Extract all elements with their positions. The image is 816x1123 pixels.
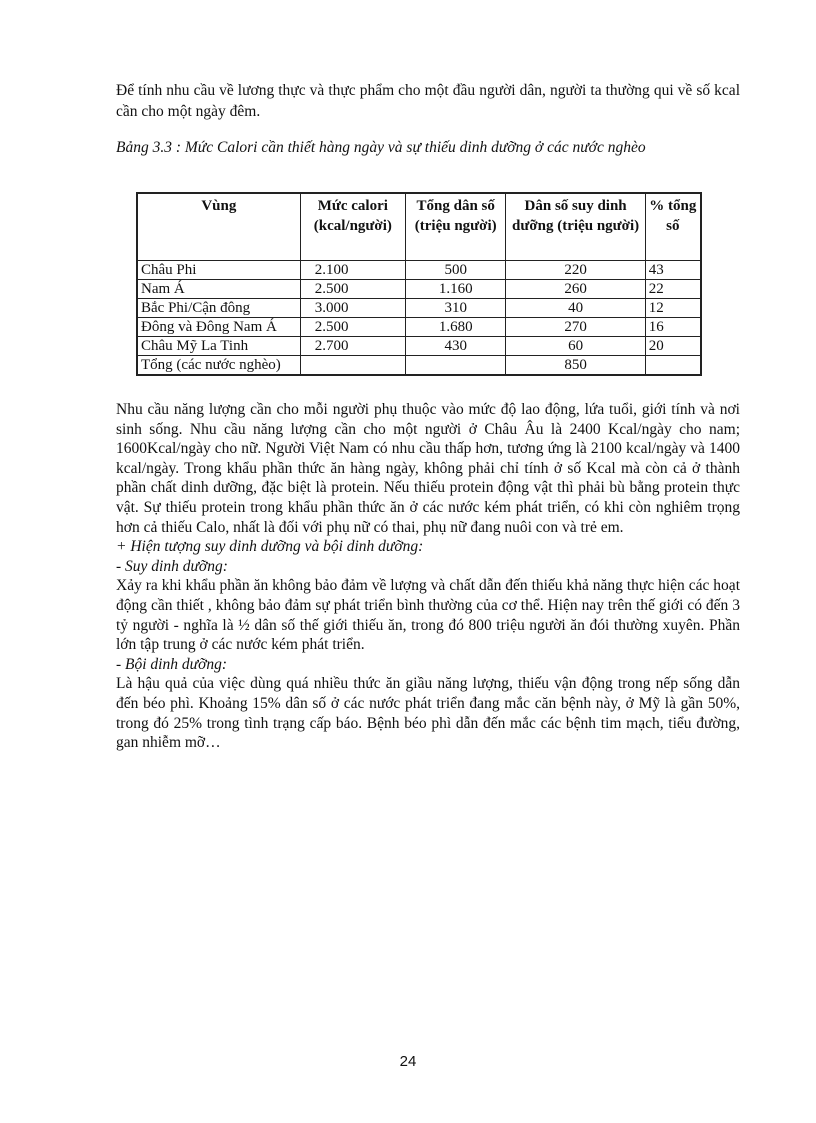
cell-malnourished: 60 — [506, 337, 645, 356]
header-region: Vùng — [137, 193, 300, 261]
heading-undernutrition: - Suy dinh dưỡng: — [116, 557, 228, 575]
intro-paragraph: Để tính nhu cầu về lương thực và thực phẩm cho một đầu người dân, người ta thường qui về số kcal cần cho một ngày đêm. — [116, 82, 740, 120]
cell-calorie: 2.500 — [300, 280, 405, 299]
table-caption: Bảng 3.3 : Mức Calori cần thiết hàng ngày và sự thiếu dinh dưỡng ở các nước nghèo — [116, 139, 646, 156]
cell-population: 430 — [405, 337, 506, 356]
table-row — [137, 318, 701, 337]
cell-region: Đông và Đông Nam Á — [137, 318, 300, 337]
table-header-row — [137, 193, 701, 261]
heading-phenomenon: + Hiện tượng suy dinh dưỡng và bội dinh dưỡng: — [116, 538, 424, 556]
table-row — [137, 261, 701, 280]
cell-calorie: 2.100 — [300, 261, 405, 280]
table-row-total — [137, 356, 701, 376]
cell-region: Châu Mỹ La Tinh — [137, 337, 300, 356]
cell-percent: 12 — [645, 299, 701, 318]
cell-percent: 43 — [645, 261, 701, 280]
cell-malnourished: 270 — [506, 318, 645, 337]
cell-calorie: 2.700 — [300, 337, 405, 356]
header-population: Tổng dân số (triệu người) — [405, 193, 506, 261]
cell-calorie: 3.000 — [300, 299, 405, 318]
header-calorie: Mức calori (kcal/người) — [300, 193, 405, 261]
cell-region: Tổng (các nước nghèo) — [137, 356, 300, 376]
paragraph-undernutrition: Xảy ra khi khẩu phần ăn không bảo đảm về lượng và chất dẫn đến thiếu khả năng thực hiện các hoạt động cần thiết , không bảo đảm sự phát triển bình thường của cơ thể. Hiện nay trên thế giới có đến 3 tỷ người - nghĩa là ½ dân số thế giới thiếu ăn, trong đó 800 triệu người ăn đói thường xuyên. Phần lớn tập trung ở các nước kém phát triển. — [116, 577, 740, 654]
heading-overnutrition: - Bội dinh dưỡng: — [116, 655, 228, 673]
cell-population: 500 — [405, 261, 506, 280]
header-malnourished: Dân số suy dinh dưỡng (triệu người) — [506, 193, 645, 261]
cell-population: 1.160 — [405, 280, 506, 299]
cell-population: 310 — [405, 299, 506, 318]
paragraph-energy-needs: Nhu cầu năng lượng cần cho mỗi người phụ thuộc vào mức độ lao động, lứa tuổi, giới tính và nơi sinh sống. Nhu cầu năng lượng cần cho một người ở Châu Âu là 2400 Kcal/ngày cho nam; 1600Kcal/ngày cho nữ. Người Việt Nam có nhu cầu thấp hơn, tương ứng là 2100 kcal/ngày và 1400 kcal/ngày. Trong khẩu phần thức ăn hàng ngày, không phải chỉ tính ở số Kcal mà còn cả ở thành phần chất dinh dưỡng, đặc biệt là protein. Nếu thiếu protein động vật thì phải bù bằng protein thực vật. Sự thiếu protein trong khẩu phần thức ăn ở các nước kém phát triển, có khi còn nghiêm trọng hơn cả thiếu Calo, nhất là đối với phụ nữ có thai, phụ nữ đang nuôi con và trẻ em. — [116, 401, 740, 536]
body-text — [116, 400, 740, 753]
cell-population: 1.680 — [405, 318, 506, 337]
cell-malnourished: 220 — [506, 261, 645, 280]
cell-region: Bắc Phi/Cận đông — [137, 299, 300, 318]
cell-calorie: 2.500 — [300, 318, 405, 337]
cell-calorie — [300, 356, 405, 376]
page-number: 24 — [399, 1053, 417, 1070]
paragraph-overnutrition: Là hậu quả của việc dùng quá nhiều thức ăn giầu năng lượng, thiếu vận động trong nếp sống dẫn đến béo phì. Khoảng 15% dân số ở các nước phát triển đang mắc căn bệnh này, ở Mỹ là gần 50%, trong đó 25% trong tình trạng cấp báo. Bệnh béo phì dẫn đến mắc các bệnh tim mạch, tiểu đường, gan nhiễm mỡ… — [116, 675, 740, 752]
cell-malnourished: 850 — [506, 356, 645, 376]
calorie-table — [136, 192, 702, 376]
cell-region: Nam Á — [137, 280, 300, 299]
table-row — [137, 337, 701, 356]
header-percent: % tổng số — [645, 193, 701, 261]
cell-percent: 16 — [645, 318, 701, 337]
cell-percent — [645, 356, 701, 376]
cell-malnourished: 260 — [506, 280, 645, 299]
cell-region: Châu Phi — [137, 261, 300, 280]
cell-percent: 20 — [645, 337, 701, 356]
cell-population — [405, 356, 506, 376]
cell-percent: 22 — [645, 280, 701, 299]
table-row — [137, 280, 701, 299]
cell-malnourished: 40 — [506, 299, 645, 318]
table-row — [137, 299, 701, 318]
